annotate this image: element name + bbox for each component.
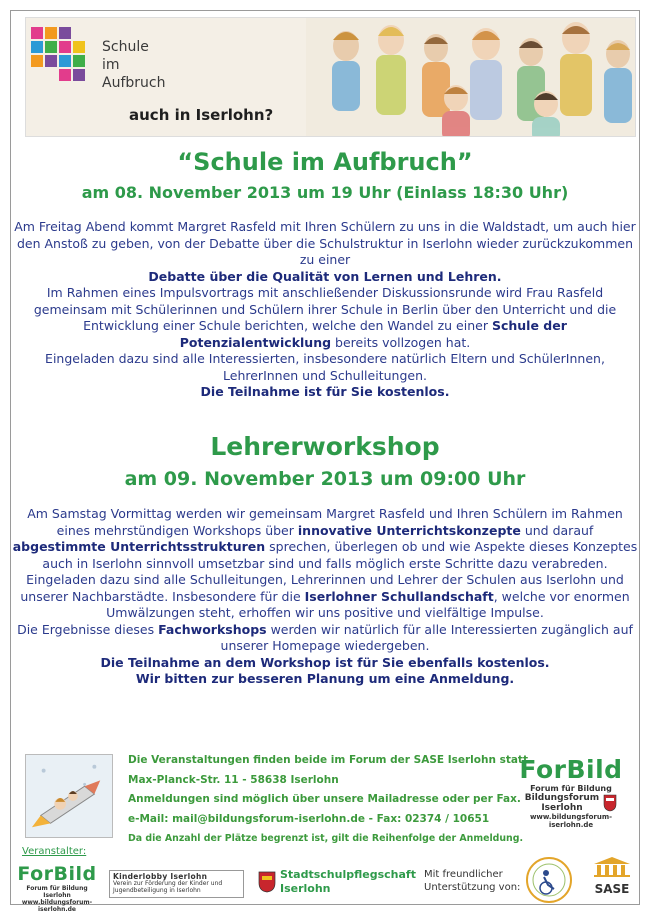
event1-invitation: Eingeladen dazu sind alle Interessierten, insbesondere natürlich Eltern und SchülerInnen, LehrerInnen und Schulleitungen.	[45, 351, 605, 383]
support-line-1: Mit freundlicher	[424, 869, 503, 880]
event2-free-note: Die Teilnahme an dem Workshop ist für Sie ebenfalls kostenlos.	[100, 654, 550, 670]
venue-line: Die Veranstaltungen finden beide im Forum der SASE Iserlohn statt.	[128, 754, 532, 766]
stadtschulpflegschaft-logo	[258, 868, 416, 896]
event1-title: “Schule im Aufbruch”	[177, 148, 473, 176]
logo-line-1: Schule	[102, 39, 149, 55]
organizer-label: Veranstalter:	[22, 846, 87, 857]
logo-line-3: Aufbruch	[102, 75, 166, 91]
sase-text: SASE	[594, 882, 630, 896]
venue-info	[128, 751, 532, 849]
logo-wordmark	[102, 38, 165, 92]
event2-invitation-text: Eingeladen dazu sind alle Schulleitungen, Lehrerinnen und Lehrer der Schulen aus Iserlohn und unserer Nachbarstädte. Insbesondere für die	[20, 572, 624, 604]
sase-logo	[588, 856, 636, 896]
kinderlobby-line-1: Verein zur Förderung der Kinder und	[113, 880, 223, 887]
contact-line: e-Mail: mail@bildungsforum-iserlohn.de - Fax: 02374 / 10651	[128, 812, 490, 825]
event2-description	[12, 506, 638, 688]
event2-date: am 09. November 2013 um 09:00 Uhr	[124, 468, 526, 490]
forbild-wordmark: ForBild	[519, 755, 623, 784]
event2-intro-text-2: und darauf	[524, 522, 594, 538]
ssp-line-2: Iserlohn	[280, 882, 331, 895]
sponsor-ring-logo-icon	[524, 855, 574, 905]
event2-intro-highlight-2: abgestimmte Unterrichtsstrukturen	[12, 539, 266, 554]
support-label	[424, 868, 520, 894]
children-illustration	[306, 18, 636, 137]
event2-register-note: Wir bitten zur besseren Planung um eine Anmeldung.	[135, 671, 515, 686]
building-icon	[592, 856, 632, 878]
event2-intro-text: Am Samstag Vormittag werden wir gemeinsam Margret Rasfeld und Ihren Schülern im Rahmen eines mehrstündigen Workshops über	[27, 506, 623, 538]
forbild-small-subtitle	[17, 885, 97, 899]
seats-note: Da die Anzahl der Plätze begrenzt ist, gilt die Reihenfolge der Anmeldung.	[128, 833, 523, 844]
event2-intro-highlight-1: innovative Unterrichtskonzepte	[297, 522, 521, 538]
banner-subtitle: auch in Iserlohn?	[129, 106, 274, 124]
rocket-illustration	[25, 754, 113, 838]
forbild-small-city: Iserlohn	[43, 892, 71, 899]
iserlohn-crest-icon	[603, 794, 617, 812]
banner	[25, 17, 636, 137]
event1-details-end: bereits vollzogen hat.	[335, 334, 471, 350]
kinderlobby-title: Kinderlobby Iserlohn	[113, 872, 208, 881]
city-crest-icon	[258, 871, 276, 893]
forbild-subtitle: Forum für Bildung	[530, 784, 612, 793]
event2-invitation	[12, 572, 638, 622]
forbild-small-url[interactable]: www.bildungsforum-iserlohn.de	[21, 899, 93, 913]
event2-results-text: Die Ergebnisse dieses	[17, 621, 155, 637]
event1-details-highlight: Schule der Potenzialentwicklung	[179, 318, 567, 350]
event1-intro-highlight: Debatte über die Qualität von Lernen und Lehren.	[148, 268, 502, 284]
kinderlobby-line-2: Jugendbeteiligung in Iserlohn	[113, 887, 201, 894]
forbild-logo-small	[17, 863, 97, 913]
event2-results	[12, 622, 638, 655]
event2-intro-text-3: sprechen, überlegen ob und wie Aspekte dieses Konzeptes auch in Iserlohn sinnvoll umsetzbar sind und falls möglich erste Schritte dazu verabreden.	[42, 539, 638, 571]
support-line-2: Unterstützung von:	[424, 882, 521, 893]
event2-results-end: werden wir natürlich für alle Interessierten zugänglich auf unserer Homepage wiedergeben.	[220, 621, 633, 653]
schule-im-aufbruch-logo-icon	[29, 25, 87, 85]
forbild-bildungsforum: Bildungsforum	[524, 793, 600, 803]
ssp-line-1: Stadtschulpflegschaft	[280, 868, 416, 881]
event1-description	[12, 219, 638, 401]
event2-invitation-end: , welche vor enormen Umwälzungen steht, erhoffen wir uns positive und vielfältige Impulse.	[106, 588, 630, 620]
address-line: Max-Planck-Str. 11 - 58638 Iserlohn	[128, 773, 339, 786]
forbild-city: Iserlohn	[541, 803, 583, 813]
forbild-small-wordmark: ForBild	[17, 863, 97, 885]
forbild-url[interactable]: www.bildungsforum-iserlohn.de	[529, 813, 613, 829]
event1-date: am 08. November 2013 um 19 Uhr (Einlass 18:30 Uhr)	[81, 183, 569, 202]
event2-title: Lehrerworkshop	[210, 432, 440, 461]
kinderlobby-logo	[109, 870, 244, 898]
event1-details	[12, 285, 638, 351]
event2-intro	[12, 506, 638, 572]
forbild-logo-large	[511, 755, 631, 840]
event1-free-note: Die Teilnahme ist für Sie kostenlos.	[200, 384, 450, 399]
logo-line-2: im	[102, 57, 120, 73]
event1-intro: Am Freitag Abend kommt Margret Rasfeld mit Ihren Schülern zu uns in die Waldstadt, um auch hier den Anstoß zu geben, von der Debatte über die Schulstruktur in Iserlohn wieder zurückzukommen zu einer	[14, 219, 636, 267]
event2-invitation-highlight: Iserlohner Schullandschaft	[304, 588, 494, 604]
forbild-small-sub-text: Forum für Bildung	[26, 885, 88, 892]
event2-results-highlight: Fachworkshops	[158, 621, 267, 637]
event1-details-text: Im Rahmen eines Impulsvortrags mit anschließender Diskussionsrunde wird Frau Rasfeld gemeinsam mit Schülerinnen und Schülern ihrer Schule in Berlin über den Unterricht und die Entwicklung einer Schule berichten, welche den Wandel zu einer	[33, 285, 617, 333]
registration-line: Anmeldungen sind möglich über unsere Mailadresse oder per Fax.	[128, 793, 521, 805]
